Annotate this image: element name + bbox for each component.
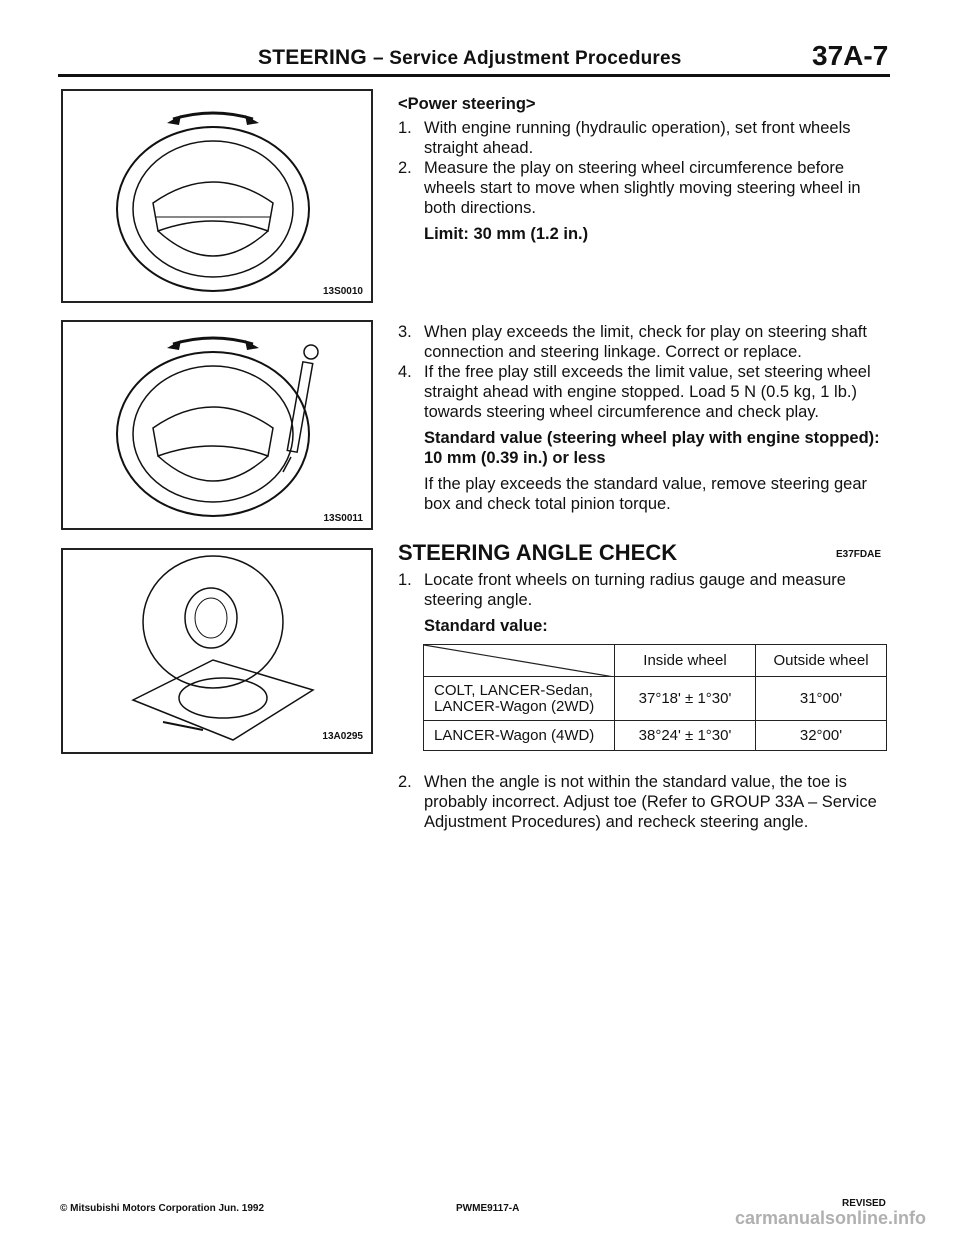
steering-angle-table — [423, 644, 887, 751]
angle-check-step-2: 2. When the angle is not within the standard value, the toe is probably incorrect. Adjust toe (Refer to GROUP 33A – Service Adjustment Procedures) and recheck steering angle. — [398, 773, 877, 831]
figure-turning-radius-gauge — [61, 548, 373, 754]
table-corner-cell — [424, 645, 615, 677]
list-item: 4. If the free play still exceeds the limit value, set steering wheel straight ahead with engine stopped. Load 5 N (0.5 kg, 1 lb.) towards steering wheel circumference and check play. — [398, 363, 871, 421]
power-steering-section — [398, 94, 888, 244]
page-number: 37A-7 — [812, 40, 889, 71]
column-header: Inside wheel — [615, 645, 756, 677]
inside-wheel-cell: 37°18' ± 1°30' — [615, 677, 756, 721]
column-header: Outside wheel — [756, 645, 887, 677]
section-subtitle: – Service Adjustment Procedures — [373, 48, 682, 69]
steering-wheel-illustration — [63, 91, 371, 301]
footer-copyright: © Mitsubishi Motors Corporation Jun. 1992 — [60, 1203, 265, 1214]
figure-code: 13A0295 — [322, 731, 363, 742]
turning-radius-gauge-illustration — [63, 550, 371, 752]
list-item: 3. When play exceeds the limit, check for play on steering shaft connection and steering linkage. Correct or replace. — [398, 323, 867, 361]
list-item: 1. With engine running (hydraulic operation), set front wheels straight ahead. — [398, 119, 851, 157]
table-row — [424, 677, 887, 721]
power-steering-heading: <Power steering> — [398, 95, 536, 113]
section-title: STEERING — [258, 46, 367, 69]
outside-wheel-cell: 31°00' — [756, 677, 887, 721]
header-rule — [58, 74, 890, 77]
footer-doc-code: PWME9117-A — [456, 1203, 520, 1214]
outside-wheel-cell: 32°00' — [756, 721, 887, 751]
model-cell: LANCER-Wagon (4WD) — [424, 721, 615, 751]
steering-wheel-spring-scale-illustration — [63, 322, 371, 528]
limit-value: Limit: 30 mm (1.2 in.) — [424, 225, 589, 243]
inside-wheel-cell: 38°24' ± 1°30' — [615, 721, 756, 751]
section-code: E37FDAE — [836, 549, 882, 560]
figure-code: 13S0011 — [323, 513, 363, 524]
figure-steering-wheel-load — [61, 320, 373, 530]
power-steering-section-continued — [398, 322, 888, 514]
footer-revised: REVISED — [842, 1198, 886, 1209]
play-note: If the play exceeds the standard value, remove steering gear box and check total pinion torque. — [424, 475, 868, 513]
header-title — [258, 46, 682, 70]
standard-value: Standard value (steering wheel play with engine stopped): 10 mm (0.39 in.) or less — [424, 429, 880, 467]
steering-angle-heading: STEERING ANGLE CHECK — [398, 540, 678, 565]
standard-label: Standard value: — [424, 617, 548, 635]
angle-check-step-1: 1. Locate front wheels on turning radius gauge and measure steering angle. Standard value: — [398, 570, 888, 636]
figure-code: 13S0010 — [322, 286, 363, 297]
figure-steering-wheel-play — [61, 89, 373, 303]
list-item: 2. Measure the play on steering wheel circumference before wheels start to move when slightly moving steering wheel in both directions. — [398, 159, 861, 217]
table-header-row — [424, 645, 887, 677]
model-cell: COLT, LANCER-Sedan, LANCER-Wagon (2WD) — [424, 677, 615, 721]
table-row — [424, 721, 887, 751]
watermark: carmanualsonline.info — [735, 1208, 927, 1228]
